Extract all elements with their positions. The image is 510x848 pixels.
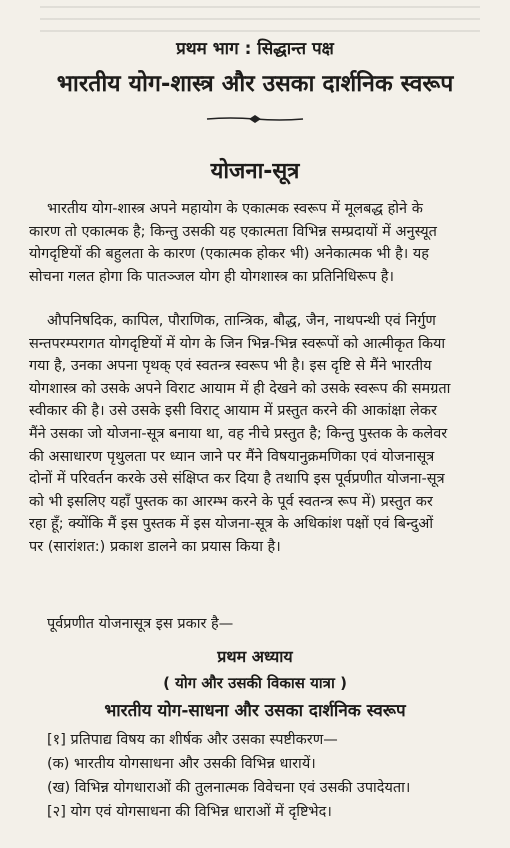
paragraph-line: पर (सारांशत:) प्रकाश डालने का प्रयास किया है।	[29, 538, 281, 555]
paragraph-line: स्वीकार की है। उसे उसके इसी विराट् आयाम में प्रस्तुत करने की आकांक्षा लेकर	[29, 403, 437, 420]
section-title: योजना-सूत्र	[210, 159, 300, 184]
paragraph-3	[47, 613, 507, 636]
list-item: [१] प्रतिपाद्य विषय का शीर्षक और उसका स्पष्टीकरण—	[47, 732, 338, 748]
ornament-divider-icon	[205, 114, 305, 124]
paragraph-line: को भी इसलिए यहाँ पुस्तक का आरम्भ करने के पूर्व स्वतन्त्र रूप में) प्रस्तुत कर	[29, 493, 433, 510]
chapter-title: भारतीय योग-साधना और उसका दार्शनिक स्वरूप	[104, 701, 406, 721]
paragraph-line: योगदृष्टियों की बहुलता के कारण (एकात्मक होकर भी) अनेकात्मक भी है। यह	[29, 246, 430, 263]
paragraph-line: कारण तो एकात्मक है; किन्तु उसकी यह एकात्मता विभिन्न सम्प्रदायों में अनुस्यूत	[29, 223, 437, 240]
paragraph-line: सोचना गलत होगा कि पातञ्जल योग ही योगशास्त्र का प्रतिनिधिरूप है।	[29, 268, 394, 285]
chapter-heading: प्रथम अध्याय	[217, 647, 293, 666]
outline-list	[47, 728, 497, 824]
paragraph-line: भारतीय योग-शास्त्र अपने महायोग के एकात्मक स्वरूप में मूलबद्ध होने के	[47, 201, 423, 217]
paragraph-line: गया है, उनका अपना पृथक् एवं स्वतन्त्र स्वरूप भी है। इस दृष्टि से मैंने भारतीय	[29, 358, 432, 375]
list-item: [२] योग एवं योगसाधना की विभिन्न धाराओं में दृष्टिभेद।	[47, 804, 332, 820]
paragraph-line: की असाधारण पृथुलता पर ध्यान जाने पर मैंने विषयानुक्रमणिका एवं योजनासूत्र	[29, 448, 435, 465]
list-item: (ख) विभिन्न योगधाराओं की तुलनात्मक विवेचना एवं उसकी उपादेयता।	[47, 780, 411, 796]
part-heading: प्रथम भाग : सिद्धान्त पक्ष	[176, 39, 334, 59]
show-through-text	[40, 4, 480, 32]
list-item: (क) भारतीय योगसाधना और उसकी विभिन्न धारायें।	[47, 756, 316, 772]
paragraph-line: औपनिषदिक, कापिल, पौराणिक, तान्त्रिक, बौद्ध, जैन, नाथपन्थी एवं निर्गुण	[47, 313, 436, 329]
chapter-subheading: ( योग और उसकी विकास यात्रा )	[163, 674, 347, 692]
paragraph-2	[29, 310, 489, 559]
paragraph-line: सन्तपरम्परागत योगदृष्टियों में योग के जिन भिन्न-भिन्न स्वरूपों को आत्मीकृत किया	[29, 335, 446, 352]
paragraph-line: मैंने उसका जो योजना-सूत्र बनाया था, वह नीचे प्रस्तुत है; किन्तु पुस्तक के कलेवर	[29, 425, 448, 442]
paragraph-1	[29, 198, 489, 288]
paragraph-line: रहा हूँ; क्योंकि मैं इस पुस्तक में इस योजना-सूत्र के अधिकांश पक्षों एवं बिन्दुओं	[29, 516, 434, 533]
paragraph-line: दोनों में परिवर्तन करके उसे संक्षिप्त कर दिया है तथापि इस पूर्वप्रणीत योजना-सूत्र	[29, 471, 445, 488]
paragraph-line: योगशास्त्र को उसके अपने विराट आयाम में ही देखने को उसके स्वरूप की समग्रता	[29, 380, 451, 397]
page-title: भारतीय योग-शास्त्र और उसका दार्शनिक स्वरूप	[56, 71, 454, 97]
paragraph-line: पूर्वप्रणीत योजनासूत्र इस प्रकार है—	[47, 616, 234, 632]
